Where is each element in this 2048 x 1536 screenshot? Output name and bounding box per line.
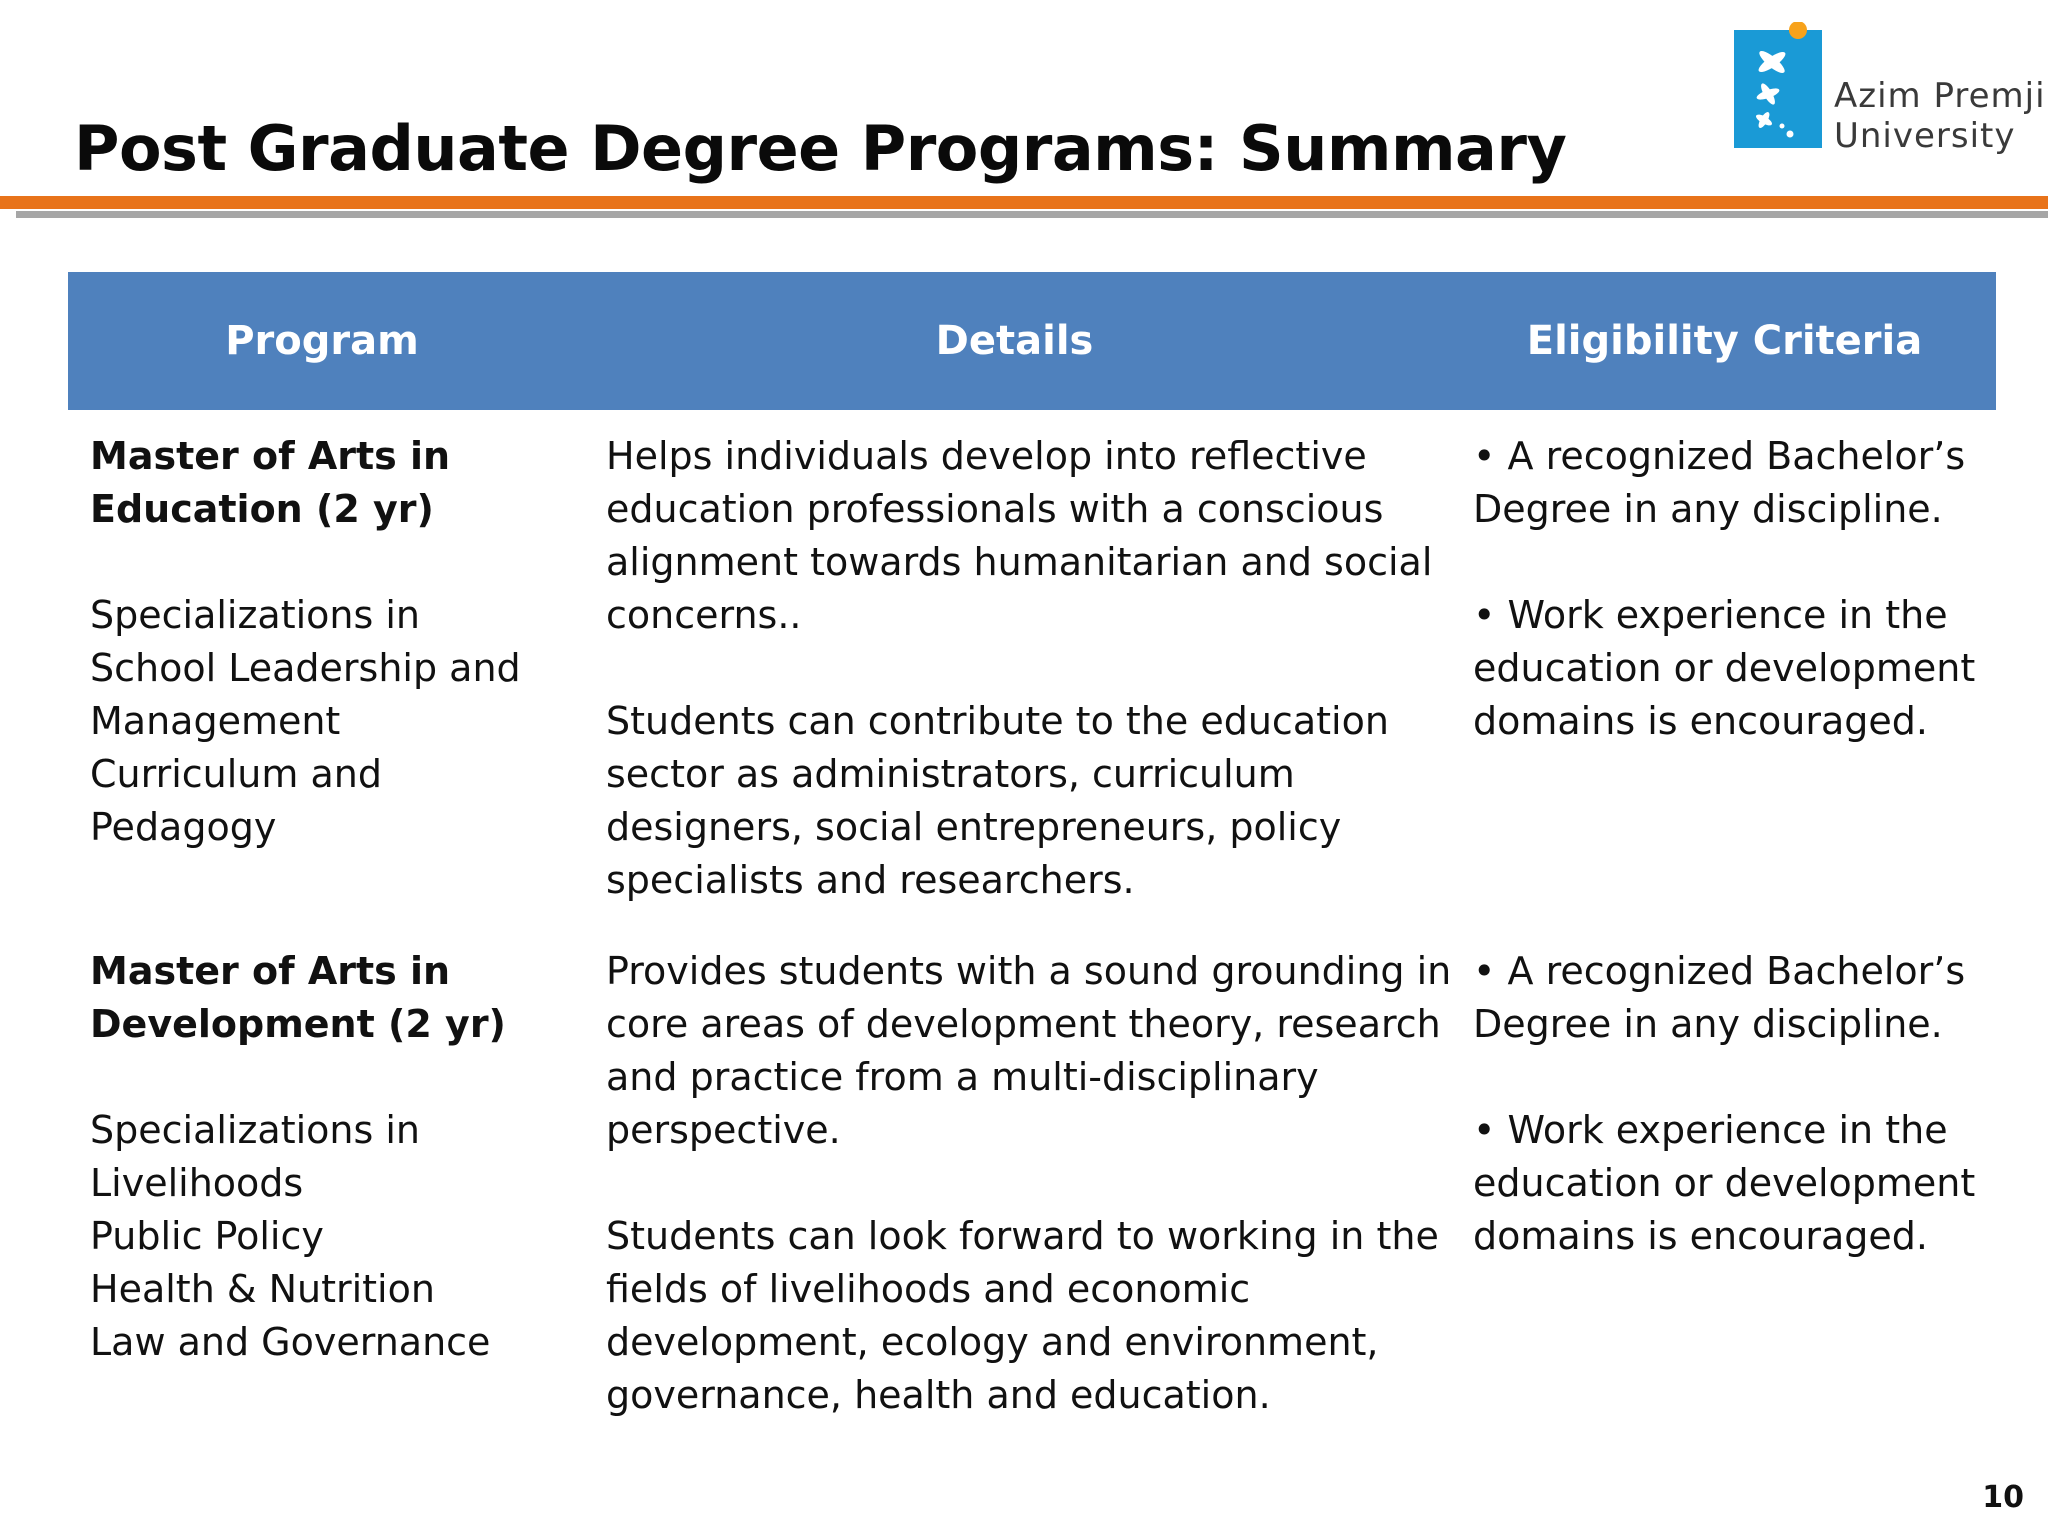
header-eligibility: Eligibility Criteria (1526, 318, 1923, 364)
details-line: Students can look forward to working in the (606, 1214, 1439, 1258)
specialization-line: Pedagogy (90, 805, 277, 849)
specialization-line: Public Policy (90, 1214, 324, 1258)
specialization-line: Health & Nutrition (90, 1267, 435, 1311)
details-cell (576, 430, 1453, 907)
details-line: alignment towards humanitarian and social (606, 540, 1433, 584)
details-line: Provides students with a sound grounding in (606, 949, 1452, 993)
details-line: perspective. (606, 1108, 841, 1152)
header-details: Details (935, 318, 1094, 364)
university-logo-text (1834, 76, 2046, 156)
details-line: fields of livelihoods and economic (606, 1267, 1251, 1311)
specialization-line: School Leadership and (90, 646, 521, 690)
programs-table (68, 272, 1996, 1422)
eligibility-line: • Work experience in the (1473, 1108, 1948, 1152)
specialization-line: Management (90, 699, 341, 743)
eligibility-line: • A recognized Bachelor’s (1473, 434, 1966, 478)
logo-line-2: University (1834, 116, 2016, 156)
eligibility-line: education or development (1473, 1161, 1976, 1205)
details-line: governance, health and education. (606, 1373, 1271, 1417)
specialization-line: Livelihoods (90, 1161, 304, 1205)
details-line: core areas of development theory, research (606, 1002, 1441, 1046)
eligibility-line: domains is encouraged. (1473, 699, 1928, 743)
eligibility-cell (1453, 945, 1996, 1422)
details-line: Students can contribute to the education (606, 699, 1389, 743)
details-line: development, ecology and environment, (606, 1320, 1379, 1364)
program-title-line: Master of Arts in (90, 434, 451, 478)
eligibility-line: Degree in any discipline. (1473, 487, 1943, 531)
specialization-line: Specializations in (90, 593, 421, 637)
eligibility-line: domains is encouraged. (1473, 1214, 1928, 1258)
details-line: concerns.. (606, 593, 802, 637)
details-line: Helps individuals develop into reflective (606, 434, 1367, 478)
program-title-line: Development (2 yr) (90, 1002, 506, 1046)
specialization-line: Curriculum and (90, 752, 382, 796)
eligibility-line: • A recognized Bachelor’s (1473, 949, 1966, 993)
details-line: specialists and researchers. (606, 858, 1135, 902)
program-cell (68, 945, 576, 1422)
program-title-line: Master of Arts in (90, 949, 451, 993)
title-rule-gray (16, 211, 2048, 218)
table-header-row (68, 272, 1996, 410)
details-cell (576, 945, 1453, 1422)
university-logo (1734, 22, 2046, 156)
page-number: 10 (1982, 1480, 2024, 1515)
title-rule-orange (0, 196, 2048, 209)
program-title-line: Education (2 yr) (90, 487, 434, 531)
details-line: sector as administrators, curriculum (606, 752, 1295, 796)
table-row (68, 907, 1996, 1422)
university-logo-mark-icon (1734, 22, 1822, 148)
details-line: and practice from a multi-disciplinary (606, 1055, 1319, 1099)
details-line: designers, social entrepreneurs, policy (606, 805, 1342, 849)
specialization-line: Law and Governance (90, 1320, 491, 1364)
specialization-line: Specializations in (90, 1108, 421, 1152)
eligibility-cell (1453, 430, 1996, 907)
program-cell (68, 430, 576, 907)
logo-line-1: Azim Premji (1834, 76, 2046, 116)
details-line: education professionals with a conscious (606, 487, 1384, 531)
table-row (68, 410, 1996, 907)
eligibility-line: • Work experience in the (1473, 593, 1948, 637)
eligibility-line: education or development (1473, 646, 1976, 690)
page-title: Post Graduate Degree Programs: Summary (74, 112, 1567, 185)
header-program: Program (225, 318, 419, 364)
eligibility-line: Degree in any discipline. (1473, 1002, 1943, 1046)
